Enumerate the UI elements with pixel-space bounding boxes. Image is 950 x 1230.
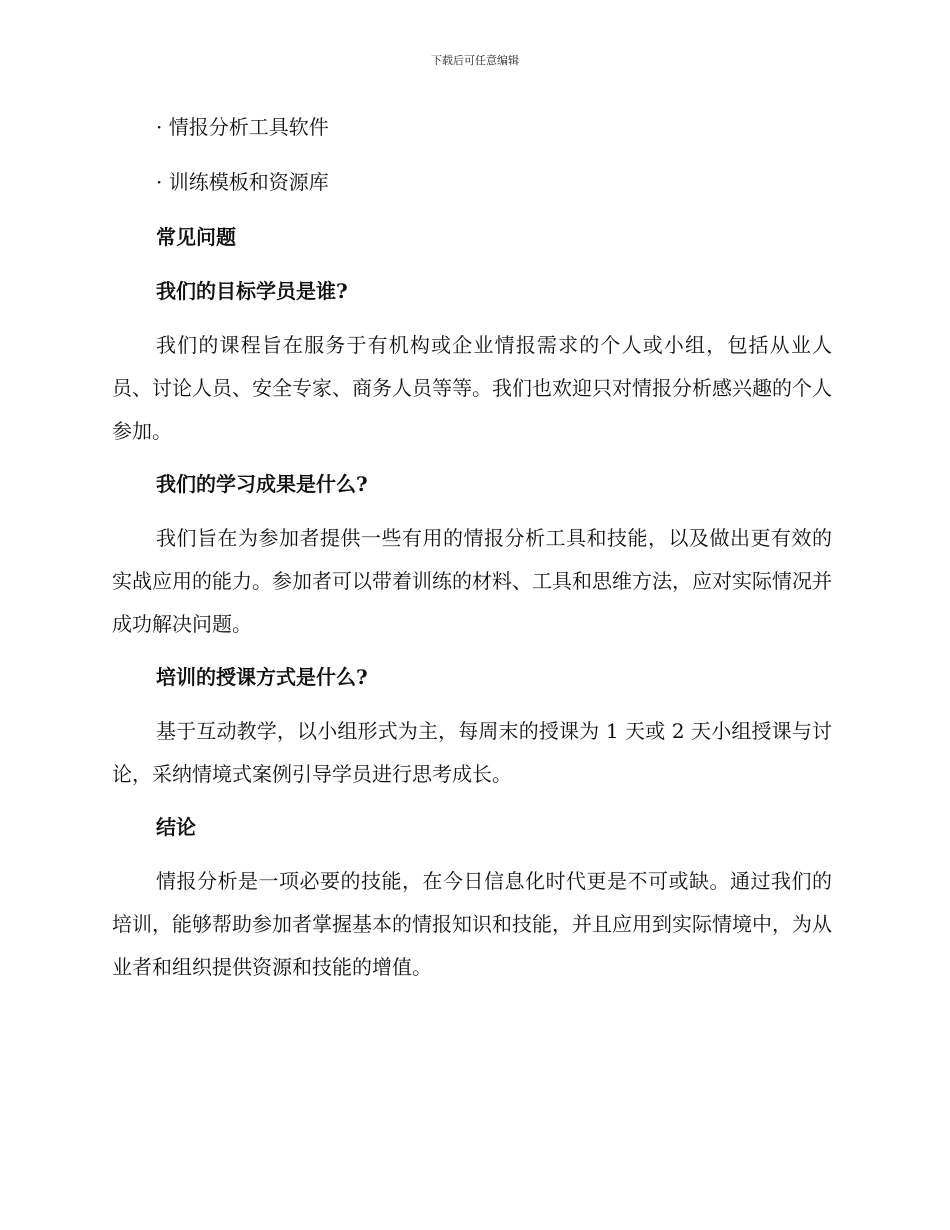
answer-paragraph: 基于互动教学，以小组形式为主，每周末的授课为 1 天或 2 天小组授课与讨论，采纳情境式案例引导学员进行思考成长。 [112, 719, 832, 786]
bullet-item: · 情报分析工具软件 [156, 115, 329, 139]
question-heading: 我们的学习成果是什么? [156, 472, 368, 496]
bullet-item: · 训练模板和资源库 [156, 170, 329, 194]
document-body [112, 110, 832, 1003]
question-heading: 培训的授课方式是什么? [156, 665, 368, 689]
page-header: 下载后可任意编辑 [431, 54, 519, 67]
section-heading-conclusion: 结论 [156, 815, 196, 839]
section-heading-faq: 常见问题 [156, 225, 236, 249]
question-heading: 我们的目标学员是谁? [156, 279, 348, 303]
answer-paragraph: 我们的课程旨在服务于有机构或企业情报需求的个人或小组，包括从业人员、讨论人员、安全专家、商务人员等等。我们也欢迎只对情报分析感兴趣的个人参加。 [112, 333, 832, 443]
conclusion-paragraph: 情报分析是一项必要的技能，在今日信息化时代更是不可或缺。通过我们的培训，能够帮助参加者掌握基本的情报知识和技能，并且应用到实际情境中，为从业者和组织提供资源和技能的增值。 [112, 869, 832, 979]
answer-paragraph: 我们旨在为参加者提供一些有用的情报分析工具和技能，以及做出更有效的实战应用的能力。参加者可以带着训练的材料、工具和思维方法，应对实际情况并成功解决问题。 [112, 526, 832, 636]
